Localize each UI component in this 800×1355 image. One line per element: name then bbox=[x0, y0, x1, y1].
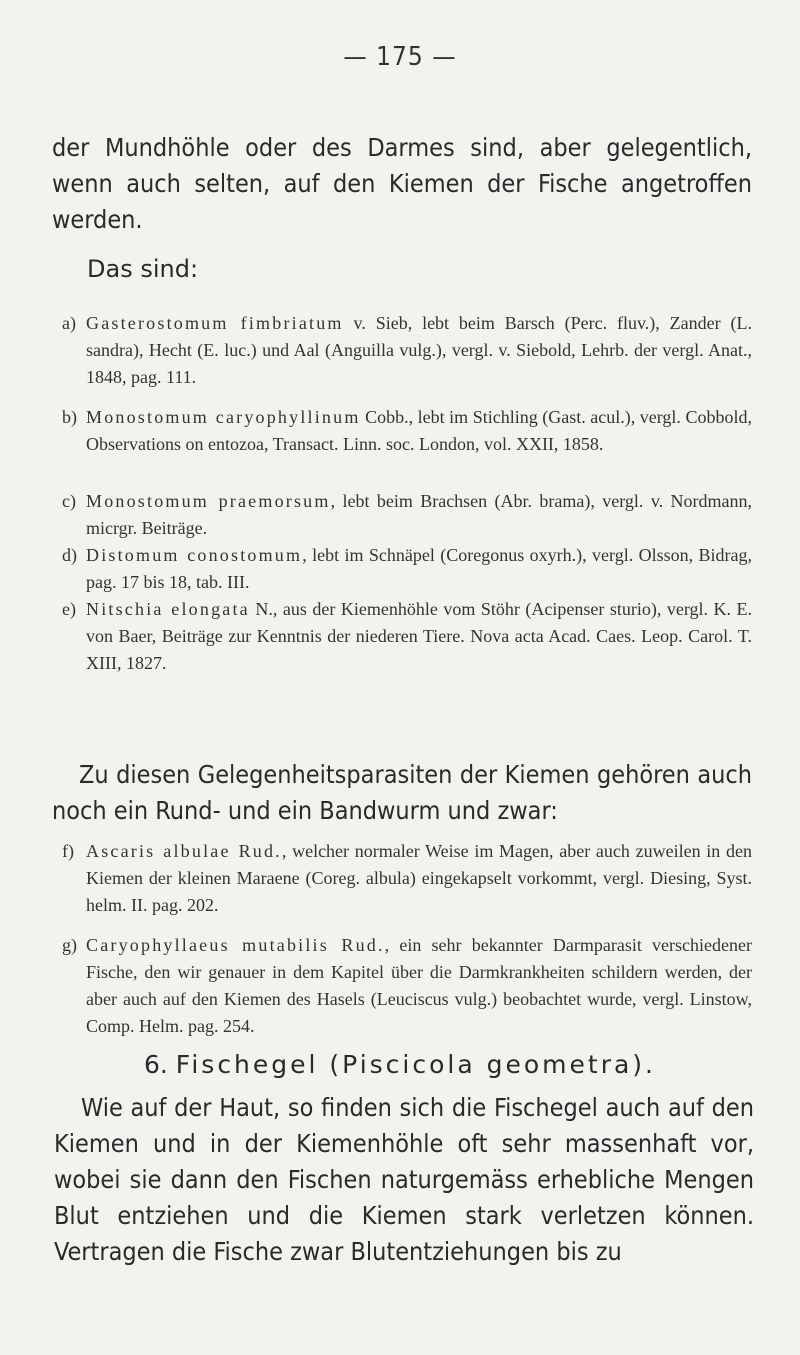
list-item-label: b) bbox=[62, 407, 77, 427]
species-name: Monostomum caryophyllinum bbox=[86, 407, 361, 427]
list-item bbox=[62, 838, 752, 919]
intro-paragraph: der Mundhöhle oder des Darmes sind, aber gelegentlich, wenn auch selten, auf den Kiemen der Fische angetroffen werden. bbox=[52, 133, 752, 234]
list-item bbox=[62, 596, 753, 677]
list-item-text: Cobb., lebt im Stichling (Gast. acul.), vergl. Cobbold, Observations on entozoa, Transact. Linn. soc. London, vol. XXII, 1858. bbox=[86, 407, 752, 454]
species-name: Ascaris albulae Rud. bbox=[86, 841, 282, 861]
species-name: Monostomum praemorsum bbox=[86, 491, 331, 511]
page-number: — 175 — bbox=[343, 42, 457, 72]
das-sind-label: Das sind: bbox=[87, 255, 199, 283]
list-item-label: a) bbox=[62, 313, 76, 333]
section-title: Fischegel (Piscicola geometra). bbox=[175, 1050, 657, 1079]
species-name: Distomum conostomum bbox=[86, 545, 303, 565]
list-item-label: e) bbox=[62, 599, 76, 619]
species-name: Caryophyllaeus mutabilis Rud. bbox=[86, 935, 385, 955]
list-item-label: d) bbox=[62, 545, 77, 565]
species-name: Gasterostomum fimbriatum bbox=[86, 313, 344, 333]
list-item-text: , lebt im Schnäpel (Coregonus oxyrh.), vergl. Olsson, Bidrag, pag. 17 bis 18, tab. III. bbox=[86, 545, 752, 592]
list-item bbox=[62, 932, 752, 1040]
section-heading bbox=[0, 1050, 800, 1079]
list-item-label: g) bbox=[62, 935, 77, 955]
list-item-text: , welcher normaler Weise im Magen, aber auch zuweilen in den Kiemen der kleinen Maraene (Coreg. albula) eingekapselt vorkommt, vergl. Diesing, Syst. helm. II. pag. 202. bbox=[86, 841, 752, 915]
section-number: 6. bbox=[143, 1050, 176, 1079]
list-item bbox=[62, 404, 752, 458]
list-item bbox=[62, 488, 753, 542]
list-item-text: , ein sehr bekannter Darmparasit verschiedener Fische, den wir genauer in dem Kapitel über die Darmkrankheiten schildern werden, der aber auch auf den Kiemen des Hasels (Leuciscus vulg.) beobachtet wurde, vergl. Linstow, Comp. Helm. pag. 254. bbox=[86, 935, 752, 1036]
final-paragraph: Wie auf der Haut, so finden sich die Fischegel auch auf den Kiemen und in der Kiemenhöhle oft sehr massenhaft vor, wobei sie dann den Fischen naturgemäss erhebliche Mengen Blut entziehen und die Kiemen stark verletzen können. Vertragen die Fische zwar Blutentziehungen bis zu bbox=[54, 1093, 754, 1266]
species-name: Nitschia elongata bbox=[86, 599, 250, 619]
list-item-text: N., aus der Kiemenhöhle vom Stöhr (Acipenser sturio), vergl. K. E. von Baer, Beiträge zur Kenntnis der niederen Tiere. Nova acta Acad. Caes. Leop. Carol. T. XIII, 1827. bbox=[86, 599, 753, 673]
middle-paragraph: Zu diesen Gelegenheitsparasiten der Kiemen gehören auch noch ein Rund- und ein Bandwurm und zwar: bbox=[52, 760, 752, 825]
list-item-label: c) bbox=[62, 491, 76, 511]
list-item-text: v. Sieb, lebt beim Barsch (Perc. fluv.), Zander (L. sandra), Hecht (E. luc.) und Aal (Anguilla vulg.), vergl. v. Siebold, Lehrb. der vergl. Anat., 1848, pag. 111. bbox=[86, 313, 752, 387]
list-item-text: , lebt beim Brachsen (Abr. brama), vergl. v. Nordmann, micrgr. Beiträge. bbox=[86, 491, 753, 538]
list-item bbox=[62, 310, 752, 391]
list-item-label: f) bbox=[62, 841, 74, 861]
list-item bbox=[62, 542, 752, 596]
